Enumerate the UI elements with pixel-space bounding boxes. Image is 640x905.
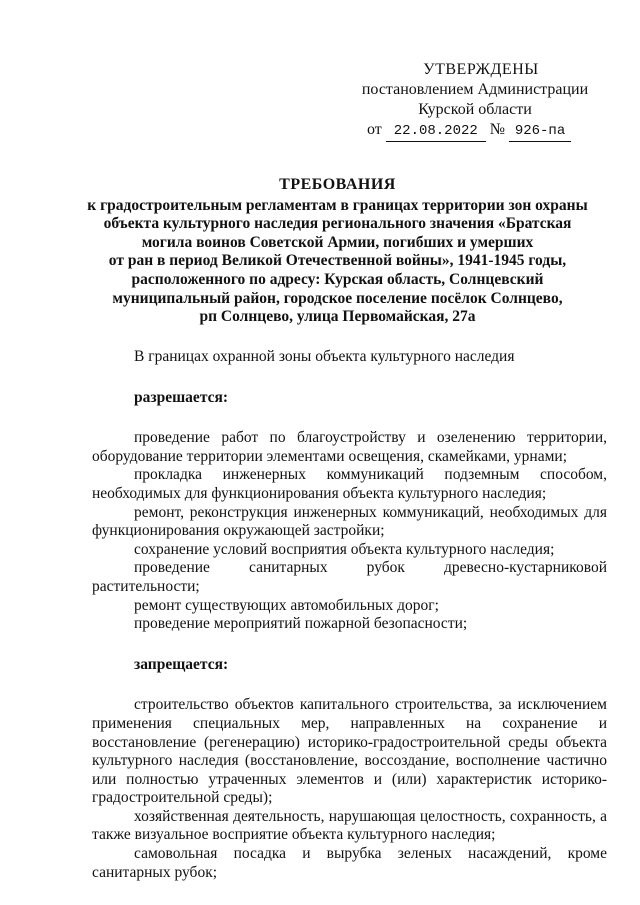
forbidden-label: запрещается:: [134, 655, 229, 673]
approval-date: 22.08.2022: [386, 121, 486, 142]
forbidden-item: строительство объектов капитального строительства, за исключением применения специальных мер, направленных на сохранение и восстановление (регенерацию) историко-градостроительной среды объекта культурного наследия (восстановление, воссоздание, восполнение частично или полностью утраченных элементов и (или) характеристик историко-градостроительной среды);: [92, 696, 607, 807]
heading-line: объекта культурного наследия регионального значения «Братская: [103, 215, 572, 233]
approval-number: 926-па: [509, 121, 571, 142]
heading-line: расположенного по адресу: Курская область, Солнцевский: [131, 270, 544, 288]
approval-line-2: Курской области: [418, 101, 532, 118]
allowed-label: разрешается:: [134, 388, 229, 406]
approval-stamp: [355, 60, 595, 142]
allowed-item: прокладка инженерных коммуникаций подземным способом, необходимых для функционирования объекта культурного наследия;: [92, 466, 607, 502]
allowed-item: проведение мероприятий пожарной безопасности;: [134, 615, 468, 633]
allowed-item: проведение работ по благоустройству и озеленению территории, оборудование территории элементами освещения, скамейками, урнами;: [92, 429, 607, 465]
document-heading: [60, 176, 615, 327]
heading-line: муниципальный район, городское поселение посёлок Солнцево,: [112, 289, 563, 307]
allowed-item: ремонт, реконструкция инженерных коммуникаций, необходимых для функционирования окружающей застройки;: [92, 503, 607, 540]
document-body: [92, 348, 607, 882]
heading-line: могила воинов Советской Армии, погибших и умерших: [141, 233, 534, 251]
heading-title: ТРЕБОВАНИЯ: [279, 176, 396, 193]
heading-line: рп Солнцево, улица Первомайская, 27а: [199, 308, 476, 326]
number-prefix: №: [489, 121, 506, 138]
date-prefix: от: [367, 121, 382, 138]
approval-line-1: постановлением Администрации: [361, 81, 589, 98]
heading-line: от ран в период Великой Отечественной войны», 1941-1945 годы,: [108, 252, 567, 270]
forbidden-item: хозяйственная деятельность, нарушающая целостность, сохранность, а также визуальное восприятие объекта культурного наследия;: [92, 807, 607, 844]
allowed-item: проведение санитарных рубок древесно-кустарниковой растительности;: [92, 559, 607, 595]
allowed-item: сохранение условий восприятия объекта культурного наследия;: [134, 540, 555, 558]
intro-paragraph: В границах охранной зоны объекта культурного наследия: [134, 348, 515, 365]
allowed-item: ремонт существующих автомобильных дорог;: [134, 596, 439, 614]
heading-line: к градостроительным регламентам в границах территории зон охраны: [87, 196, 588, 214]
forbidden-item: самовольная посадка и вырубка зеленых насаждений, кроме санитарных рубок;: [92, 845, 607, 881]
approval-date-line: [367, 120, 595, 142]
approval-title: УТВЕРЖДЕНЫ: [423, 61, 539, 78]
